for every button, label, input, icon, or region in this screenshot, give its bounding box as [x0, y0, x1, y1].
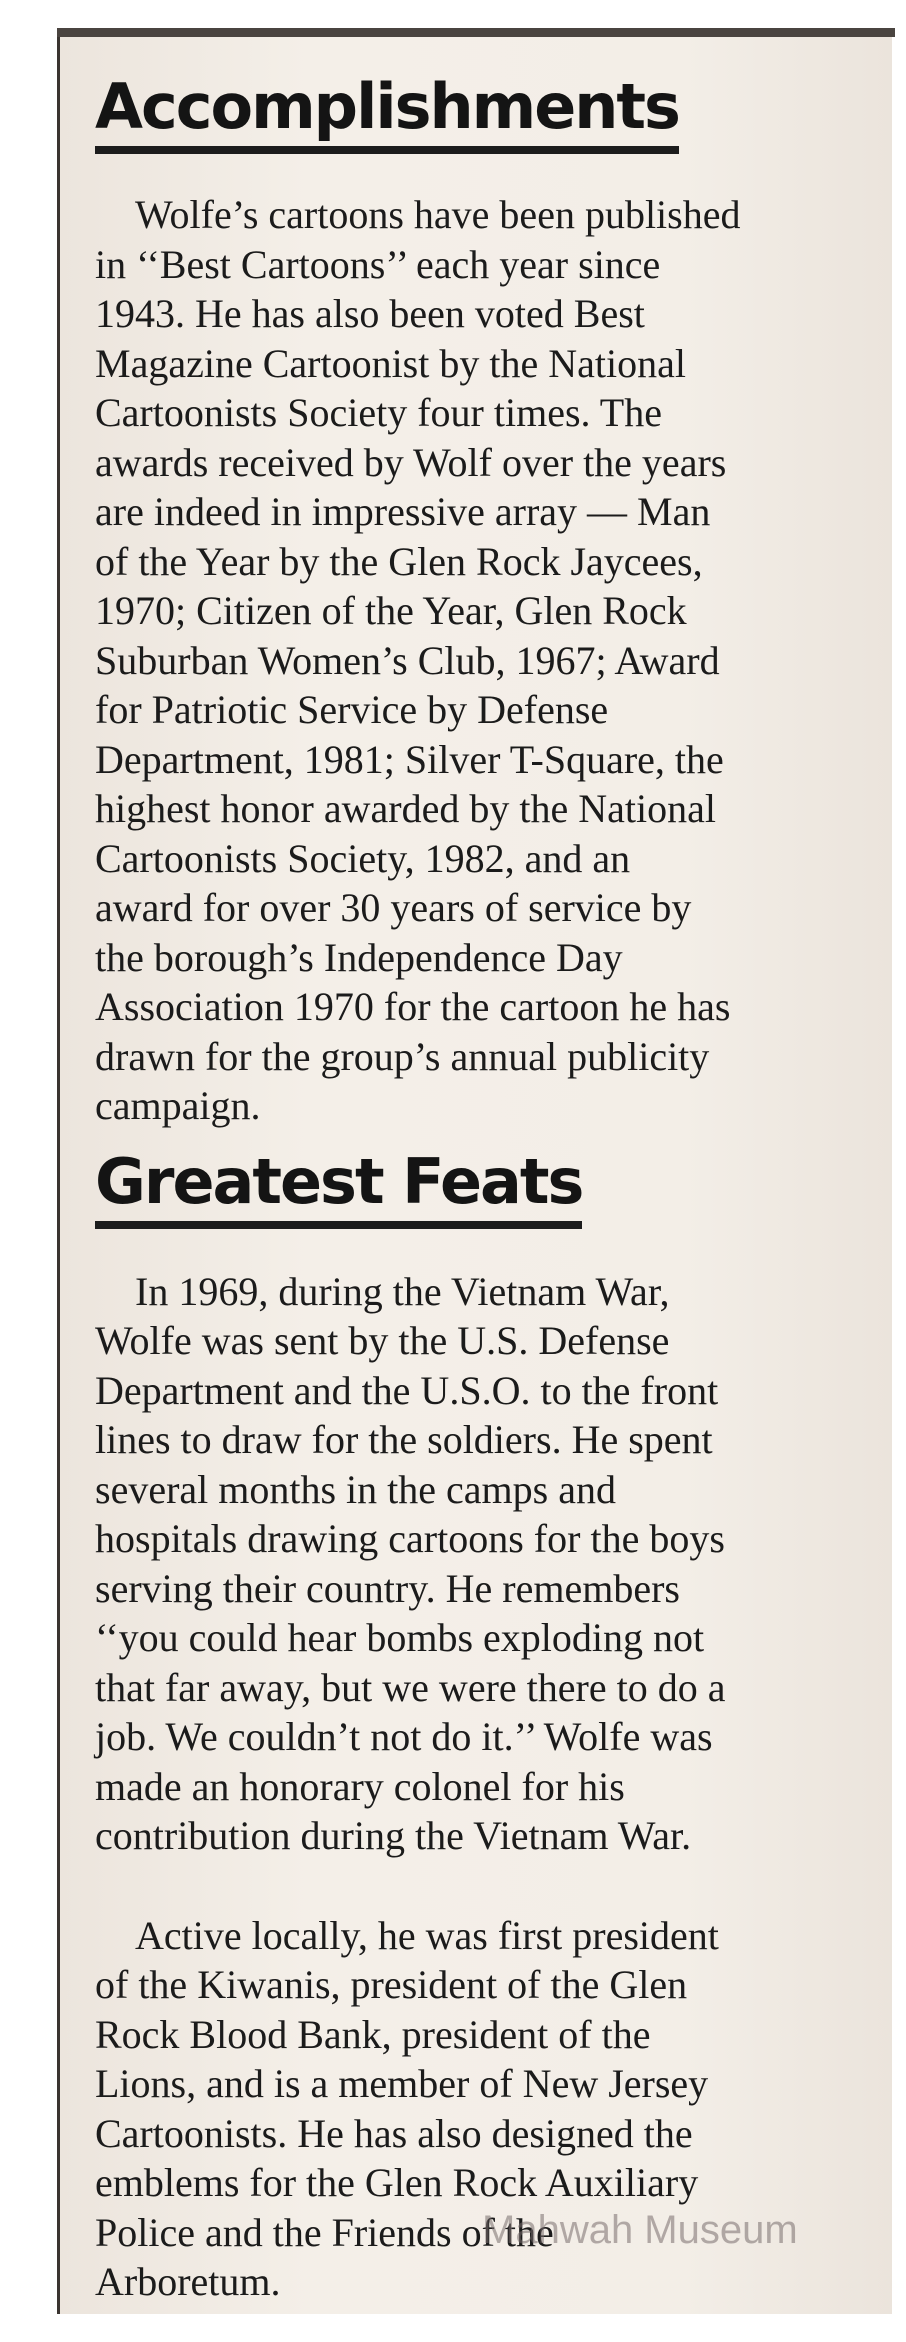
text-line: Police and the Friends of the	[95, 2209, 554, 2255]
text-line: Wolfe was sent by the U.S. Defense	[95, 1318, 670, 1363]
paragraph-vietnam	[95, 1267, 885, 1861]
text-line: lines to draw for the soldiers. He spent	[95, 1417, 713, 1462]
text-line: contribution during the Vietnam War.	[95, 1813, 692, 1858]
text-line: Cartoonists. He has also designed the	[95, 2110, 693, 2156]
text-line: award for over 30 years of service by	[95, 885, 692, 930]
text-line: Association 1970 for the cartoon he has	[95, 984, 731, 1029]
text-line: Magazine Cartoonist by the National	[95, 340, 686, 386]
text-line: Suburban Women’s Club, 1967; Award	[95, 637, 720, 683]
text-line: of the Year by the Glen Rock Jaycees,	[95, 538, 703, 584]
newspaper-clipping	[57, 28, 892, 2314]
text-line: job. We couldn’t not do it.’’ Wolfe was	[95, 1714, 713, 1759]
text-line: hospitals drawing cartoons for the boys	[95, 1516, 725, 1561]
text-line: Department, 1981; Silver T-Square, the	[95, 736, 724, 782]
text-line: drawn for the group’s annual publicity	[95, 1033, 710, 1079]
text-line: Cartoonists Society four times. The	[95, 390, 662, 435]
text-line: made an honorary colonel for his	[95, 1763, 625, 1809]
text-line: campaign.	[95, 1083, 261, 1128]
text-line: awards received by Wolf over the years	[95, 439, 727, 485]
text-line: ‘‘you could hear bombs exploding not	[95, 1615, 705, 1660]
text-line: Lions, and is a member of New Jersey	[95, 2061, 709, 2106]
text-line: 1970; Citizen of the Year, Glen Rock	[95, 588, 687, 633]
text-line: several months in the camps and	[95, 1466, 616, 1512]
text-line: Arboretum.	[95, 2259, 281, 2304]
heading-accomplishments: Accomplishments	[95, 68, 679, 154]
text-line: 1943. He has also been voted Best	[95, 291, 645, 336]
text-line: in ‘‘Best Cartoons’’ each year since	[95, 241, 661, 287]
text-line: In 1969, during the Vietnam War,	[135, 1268, 670, 1314]
text-line: Active locally, he was first president	[135, 1912, 719, 1958]
text-line: Department and the U.S.O. to the front	[95, 1367, 719, 1413]
text-line: for Patriotic Service by Defense	[95, 687, 609, 732]
text-line: emblems for the Glen Rock Auxiliary	[95, 2160, 699, 2205]
text-line: Rock Blood Bank, president of the	[95, 2011, 651, 2057]
museum-watermark: Mahwah Museum	[482, 2208, 798, 2252]
text-line: Cartoonists Society, 1982, and an	[95, 835, 631, 881]
text-line: the borough’s Independence Day	[95, 934, 623, 980]
paragraph-accomplishments	[95, 190, 885, 1131]
heading-greatest-feats: Greatest Feats	[95, 1143, 582, 1229]
text-line: that far away, but we were there to do a	[95, 1664, 726, 1710]
text-line: serving their country. He remembers	[95, 1565, 680, 1611]
article-body	[95, 68, 885, 2307]
text-line: Wolfe’s cartoons have been published	[135, 192, 741, 237]
text-line: of the Kiwanis, president of the Glen	[95, 1962, 688, 2007]
text-line: are indeed in impressive array — Man	[95, 489, 711, 534]
text-line: highest honor awarded by the National	[95, 786, 716, 831]
